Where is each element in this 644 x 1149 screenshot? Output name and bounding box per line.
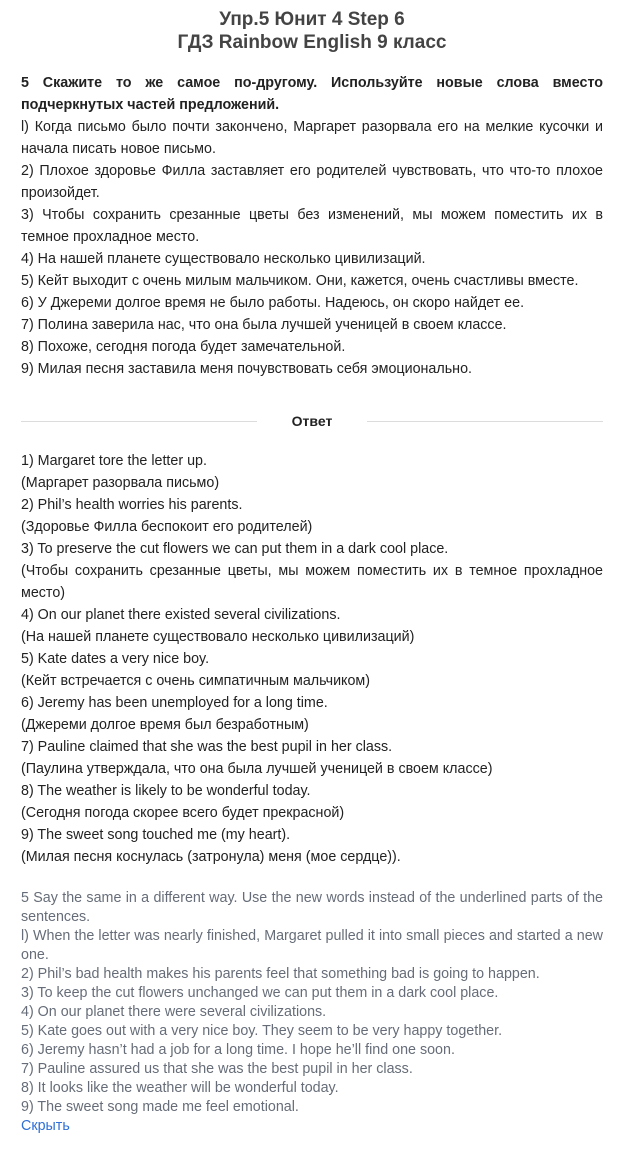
- task-item-9: 9) Милая песня заставила меня почувствовать себя эмоционально.: [21, 361, 472, 377]
- translation-item-6: 6) Jeremy hasn’t had a job for a long time. I hope he’ll find one soon.: [21, 1042, 455, 1058]
- task-item-8: 8) Похоже, сегодня погода будет замечательной.: [21, 339, 346, 355]
- page-content: [21, 0, 603, 1136]
- answer-line: 4) On our planet there existed several civilizations.: [21, 607, 341, 623]
- answer-line: (Милая песня коснулась (затронула) меня (мое сердце)).: [21, 849, 401, 865]
- task-item-4: 4) На нашей планете существовало несколько цивилизаций.: [21, 251, 426, 267]
- answer-line: (Джереми долгое время был безработным): [21, 717, 309, 733]
- hide-translation-link[interactable]: Скрыть: [21, 1118, 70, 1134]
- title-line-1: Упр.5 Юнит 4 Step 6: [219, 9, 405, 30]
- answer-line: (Чтобы сохранить срезанные цветы, мы можем поместить их в темное прохладное место): [21, 563, 603, 601]
- translation-item-4: 4) On our planet there were several civilizations.: [21, 1004, 327, 1020]
- task-block: [21, 72, 603, 380]
- task-item-2: 2) Плохое здоровье Филла заставляет его родителей чувствовать, что что-то плохое произойдет.: [21, 163, 603, 201]
- task-item-7: 7) Полина заверила нас, что она была лучшей ученицей в своем классе.: [21, 317, 507, 333]
- answer-line: 1) Margaret tore the letter up.: [21, 453, 207, 469]
- answer-line: 2) Phil’s health worries his parents.: [21, 497, 243, 513]
- answer-block: [21, 450, 603, 868]
- answer-divider: [21, 410, 603, 432]
- answer-line: 8) The weather is likely to be wonderful today.: [21, 783, 311, 799]
- task-item-6: 6) У Джереми долгое время не было работы. Надеюсь, он скоро найдет ее.: [21, 295, 525, 311]
- translation-block: [21, 889, 603, 1136]
- translation-heading: 5 Say the same in a different way. Use the new words instead of the underlined parts of the sentences.: [21, 890, 603, 925]
- translation-item-1: l) When the letter was nearly finished, Margaret pulled it into small pieces and started a new one.: [21, 928, 603, 963]
- translation-item-3: 3) To keep the cut flowers unchanged we can put them in a dark cool place.: [21, 985, 499, 1001]
- answer-line: (Кейт встречается с очень симпатичным мальчиком): [21, 673, 371, 689]
- task-item-3: 3) Чтобы сохранить срезанные цветы без изменений, мы можем поместить их в темное прохладное место.: [21, 207, 603, 245]
- answer-line: (Паулина утверждала, что она была лучшей ученицей в своем классе): [21, 761, 493, 777]
- answer-line: (Маргарет разорвала письмо): [21, 475, 220, 491]
- task-item-1: l) Когда письмо было почти закончено, Маргарет разорвала его на мелкие кусочки и начала писать новое письмо.: [21, 119, 603, 157]
- divider-line-right: [367, 421, 603, 422]
- task-heading: 5 Скажите то же самое по-другому. Используйте новые слова вместо подчеркнутых частей предложений.: [21, 75, 603, 113]
- answer-line: (Здоровье Филла беспокоит его родителей): [21, 519, 313, 535]
- translation-item-7: 7) Pauline assured us that she was the best pupil in her class.: [21, 1061, 413, 1077]
- page-title: [21, 8, 603, 54]
- translation-item-2: 2) Phil’s bad health makes his parents feel that something bad is going to happen.: [21, 966, 540, 982]
- translation-item-9: 9) The sweet song made me feel emotional.: [21, 1099, 299, 1115]
- answer-line: (На нашей планете существовало несколько цивилизаций): [21, 629, 415, 645]
- answer-line: 3) To preserve the cut flowers we can put them in a dark cool place.: [21, 541, 449, 557]
- translation-item-5: 5) Kate goes out with a very nice boy. They seem to be very happy together.: [21, 1023, 503, 1039]
- answer-line: 5) Kate dates a very nice boy.: [21, 651, 210, 667]
- task-item-5: 5) Кейт выходит с очень милым мальчиком. Они, кажется, очень счастливы вместе.: [21, 273, 579, 289]
- answer-line: 7) Pauline claimed that she was the best pupil in her class.: [21, 739, 393, 755]
- answer-heading: Ответ: [291, 413, 333, 429]
- answer-line: 9) The sweet song touched me (my heart).: [21, 827, 291, 843]
- answer-line: 6) Jeremy has been unemployed for a long time.: [21, 695, 328, 711]
- answer-line: (Сегодня погода скорее всего будет прекрасной): [21, 805, 345, 821]
- translation-item-8: 8) It looks like the weather will be wonderful today.: [21, 1080, 339, 1096]
- title-line-2: ГДЗ Rainbow English 9 класс: [177, 32, 447, 53]
